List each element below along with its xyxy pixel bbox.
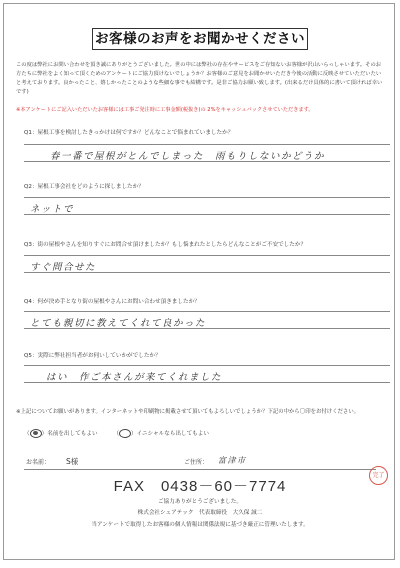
answer-2-field	[24, 197, 390, 215]
name-value: S様	[66, 457, 79, 466]
name-label: お名前：	[26, 459, 51, 466]
page-title: お客様のお声をお聞かせください	[92, 28, 308, 50]
thanks-text: ご協力ありがとうございました。	[158, 499, 242, 505]
question-3-label: Q3：街の屋根やさんを知りすぐにお問合せ頂けましたか？もし悩まれたとしたらどんなことがご不安でしたか？	[24, 242, 307, 248]
option-name-label: 名前を出してもよい	[47, 431, 98, 437]
intro-text: この度は弊社にお問い合わせを頂き誠にありがとうございました。世の中には弊社の存在やサービスをご存知ないお客様が沢山いらっしゃいます。そのお方たちに弊社をよく知って頂くためのアンケートにご協力頂けないでしょうか？お客様のご意見をお聞かせいただき今後の活動に反映させていただいたいと考えております。良かったこと、嬉しかったことのような些細な事でも結構です。是非ご協力お願い致します。(出来るだけ具体的に書いて頂ければ幸いです)	[16, 62, 383, 95]
answer-5-text: はい 作ご本さんが来てくれました	[46, 372, 223, 383]
completed-stamp: 完了	[369, 466, 388, 485]
address-value: 富津市	[218, 456, 247, 465]
answer-4-field	[24, 311, 390, 329]
privacy-note: 当アンケートで取得したお客様の個人情報は関係法規に基づき厳正に管理いたします。	[91, 522, 309, 528]
option-initial-label: イニシャルなら出してもよい	[136, 431, 209, 437]
consent-note: ※上記についてお願いがあります。インターネットや印刷物に掲載させて頂いてもよろしいでしょうか？下記の中から〇印をお付けください。	[16, 409, 360, 415]
answer-2-text: ネットで	[30, 204, 75, 215]
option-name-group[interactable]: （ ）名前を出してもよい	[24, 431, 98, 437]
option-initial-radio[interactable]	[119, 429, 131, 438]
name-address-row	[24, 455, 376, 470]
question-2-label: Q2：屋根工事会社をどのように探しましたか？	[24, 184, 144, 190]
option-initial-group[interactable]: （ ）イニシャルなら出してもよい	[113, 431, 209, 437]
answer-5-field	[24, 365, 390, 383]
cashback-note: ※本アンケートにご記入いただいたお客様には工事ご発注時に工事金額(税抜き)の 2%をキャッシュバックさせていただきます。	[16, 107, 314, 113]
option-name-radio[interactable]	[30, 429, 42, 438]
answer-4-text: とても親切に教えてくれて良かった	[30, 318, 207, 329]
question-5-label: Q5：実際に弊社担当者がお伺いしていかがでしたか？	[24, 353, 161, 359]
answer-1-field	[24, 144, 390, 162]
fax-number: FAX 0438－60－7774	[113, 478, 287, 495]
answer-3-text: すぐ問合せた	[30, 262, 97, 273]
consent-options	[24, 429, 209, 438]
question-4-label: Q4：何が決め手となり街の屋根やさんにお問い合わせ頂きましたか？	[24, 299, 200, 305]
survey-sheet	[3, 3, 395, 560]
address-label: ご住所：	[184, 459, 209, 466]
answer-3-field	[24, 255, 390, 273]
company-name: 株式会社シュアテック 代表取締役 大久保 誠二	[137, 510, 263, 516]
question-1-label: Q1：屋根工事を検討したきっかけは何ですか？どんなことで悩まれていましたか？	[24, 130, 234, 136]
answer-1-text: 春一番で屋根がとんでしまった 雨もりしないかどうか	[50, 151, 326, 162]
